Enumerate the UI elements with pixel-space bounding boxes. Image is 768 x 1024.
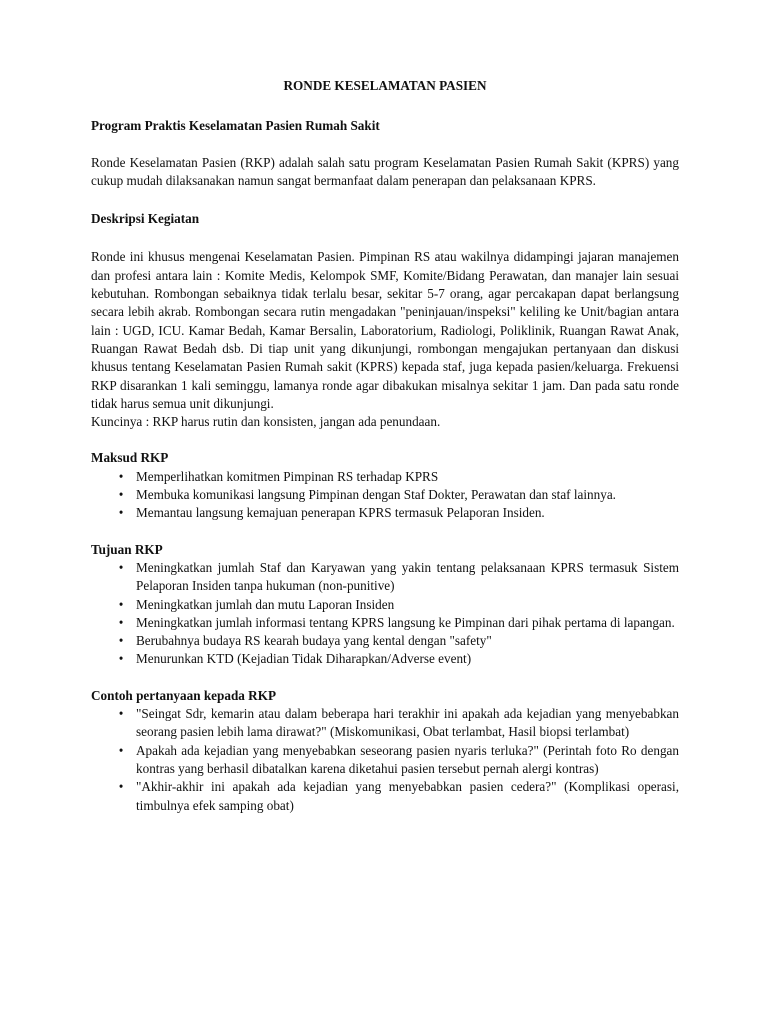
list-item-text: Berubahnya budaya RS kearah budaya yang kental dengan "safety" xyxy=(136,633,492,649)
maksud-heading: Maksud RKP xyxy=(91,450,169,466)
list-item xyxy=(91,596,679,614)
kunci-paragraph: Kuncinya : RKP harus rutin dan konsisten, jangan ada penundaan. xyxy=(91,414,441,430)
list-item xyxy=(91,614,679,632)
maksud-list xyxy=(91,468,679,523)
list-item xyxy=(91,504,679,522)
contoh-list xyxy=(91,705,679,815)
document-subtitle: Program Praktis Keselamatan Pasien Rumah Sakit xyxy=(91,118,380,134)
list-item xyxy=(91,742,679,779)
bullet-icon: • xyxy=(118,706,124,722)
contoh-heading: Contoh pertanyaan kepada RKP xyxy=(91,687,277,703)
bullet-icon: • xyxy=(118,742,124,758)
list-item-text: Meningkatkan jumlah informasi tentang KPRS langsung ke Pimpinan dari pihak pertama di lapangan. xyxy=(136,614,675,630)
list-item xyxy=(91,486,679,504)
bullet-icon: • xyxy=(118,596,124,612)
list-item xyxy=(91,650,679,668)
list-item xyxy=(91,778,679,815)
list-item xyxy=(91,559,679,596)
deskripsi-heading: Deskripsi Kegiatan xyxy=(91,211,200,227)
document-page xyxy=(91,77,679,815)
list-item xyxy=(91,705,679,742)
list-item xyxy=(91,468,679,486)
deskripsi-paragraph: Ronde ini khusus mengenai Keselamatan Pasien. Pimpinan RS atau wakilnya didampingi jajaran manajemen dan profesi antara lain : Komite Medis, Kelompok SMF, Komite/Bidang Perawatan, dan manajer lain sesuai kebutuhan. Rombongan sebaiknya tidak terlalu besar, sekitar 5-7 orang, agar percakapan dapat berlangsung secara lebih akrab. Rombongan secara rutin mengadakan "peninjauan/inspeksi" keliling ke Unit/bagian antara lain : UGD, ICU. Kamar Bedah, Kamar Bersalin, Laboratorium, Radiologi, Poliklinik, Ruangan Rawat Anak, Ruangan Rawat Bedah dsb. Di tiap unit yang dikunjungi, rombongan mengajukan pertanyaan dan diskusi khusus tentang Keselamatan Pasien Rumah sakit (KPRS) kepada staf, juga kepada pasien/keluarga. Frekuensi RKP disarankan 1 kali seminggu, lamanya ronde agar dibakukan misalnya sekitar 1 jam. Dan pada satu ronde tidak harus semua unit dikunjungi. xyxy=(91,249,679,411)
bullet-icon: • xyxy=(118,614,124,630)
list-item-text: Meningkatkan jumlah dan mutu Laporan Insiden xyxy=(136,596,395,612)
bullet-icon: • xyxy=(118,505,124,521)
document-title: RONDE KESELAMATAN PASIEN xyxy=(283,78,487,93)
bullet-icon: • xyxy=(118,559,124,575)
list-item-text: "Akhir-akhir ini apakah ada kejadian yang menyebabkan pasien cedera?" (Komplikasi operasi, timbulnya efek samping obat) xyxy=(136,779,679,813)
intro-paragraph: Ronde Keselamatan Pasien (RKP) adalah salah satu program Keselamatan Pasien Rumah Sakit (KPRS) yang cukup mudah dilaksanakan namun sangat bermanfaat dalam penerapan dan pelaksanaan KPRS. xyxy=(91,154,679,188)
list-item-text: Apakah ada kejadian yang menyebabkan seseorang pasien nyaris terluka?" (Perintah foto Ro dengan kontras yang berhasil dibatalkan karena diketahui pasien tersebut pernah alergi kontras) xyxy=(136,742,679,776)
list-item-text: Memperlihatkan komitmen Pimpinan RS terhadap KPRS xyxy=(136,468,439,484)
bullet-icon: • xyxy=(118,633,124,649)
list-item-text: Meningkatkan jumlah Staf dan Karyawan yang yakin tentang pelaksanaan KPRS termasuk Sistem Pelaporan Insiden tanpa hukuman (non-punitive) xyxy=(136,559,679,594)
list-item xyxy=(91,632,679,650)
bullet-icon: • xyxy=(118,651,124,667)
bullet-icon: • xyxy=(118,487,124,503)
bullet-icon: • xyxy=(118,779,124,795)
list-item-text: Memantau langsung kemajuan penerapan KPRS termasuk Pelaporan Insiden. xyxy=(136,505,545,521)
list-item-text: Menurunkan KTD (Kejadian Tidak Diharapkan/Adverse event) xyxy=(136,651,472,667)
tujuan-heading: Tujuan RKP xyxy=(91,541,163,557)
bullet-icon: • xyxy=(118,468,124,484)
tujuan-list xyxy=(91,559,679,669)
list-item-text: Membuka komunikasi langsung Pimpinan dengan Staf Dokter, Perawatan dan staf lainnya. xyxy=(136,487,616,503)
list-item-text: "Seingat Sdr, kemarin atau dalam beberapa hari terakhir ini apakah ada kejadian yang menyebabkan seorang pasien lebih lama dirawat?" (Miskomunikasi, Obat terlambat, Hasil biopsi terlambat) xyxy=(136,706,679,740)
